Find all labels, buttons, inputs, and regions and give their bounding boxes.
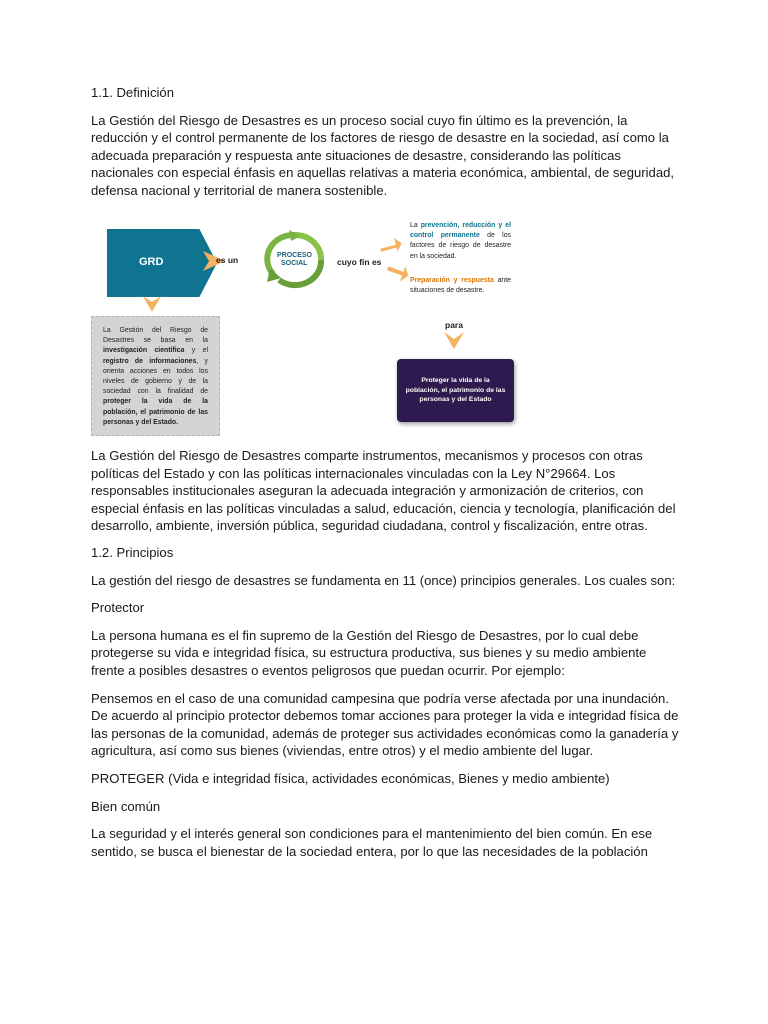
document-body	[91, 84, 681, 200]
orange-arrow-down-icon	[143, 296, 161, 312]
right-text-top	[410, 221, 511, 262]
social-label: SOCIAL	[281, 260, 308, 267]
es-un-label: es un	[216, 255, 239, 265]
gray-b1: investigación científica	[103, 347, 185, 355]
title-protector: Protector	[91, 600, 145, 616]
right-top-t2: de los factores de riesgo de desastre en la sociedad.	[410, 232, 511, 260]
gray-info-box	[91, 316, 220, 436]
document-body-2	[91, 447, 681, 860]
gray-t1: La Gestión del Riesgo de Desastres se basa en la	[103, 327, 208, 345]
right-top-b1: prevención, reducción y el control permanente	[410, 222, 511, 240]
heading-principios: 1.2. Principios	[91, 544, 174, 560]
gray-t3: , y orienta acciones en todos los niveles de gobierno y de la sociedad con la finalidad de	[103, 357, 208, 396]
gray-b2: registro de informaciones	[103, 357, 197, 365]
orange-arrow-down-right-icon	[387, 264, 409, 282]
proceso-label: PROCESO	[277, 252, 313, 259]
right-text-bottom	[410, 276, 511, 296]
paragraph-ejemplo: Pensemos en el caso de una comunidad campesina que podría verse afectada por una inundación. De acuerdo al principio protector debemos tomar acciones para proteger la vida e integridad física de las personas de la comunidad, además de proteger sus actividades económicas como la ganadería y agricultura, así como sus bienes (viviendas, entre otros) y el medio ambiente del lugar.	[91, 690, 679, 759]
right-top-t1: La	[410, 222, 421, 229]
paragraph-protector: La persona humana es el fin supremo de la Gestión del Riesgo de Desastres, por lo cual debe protegerse su vida e integridad física, su estructura productiva, sus bienes y su medio ambiente frente a posibles desastres o eventos peligrosos que puedan ocurrir. Por ejemplo:	[91, 627, 647, 678]
cycle-arrows-icon	[261, 228, 329, 290]
orange-arrow-down-icon	[444, 332, 464, 349]
orange-arrow-up-right-icon	[380, 236, 402, 254]
paragraph-politicas: La Gestión del Riesgo de Desastres comparte instrumentos, mecanismos y procesos con otras políticas del Estado y con las políticas internacionales vinculadas con la Ley N°29664. Los responsables institucionales aseguran la adecuada integración y armonización de criterios, con especial énfasis en las políticas vinculadas a salud, educación, ciencia y tecnología, planificación del desarrollo, ambiente, inversión pública, seguridad ciudadana, control y fiscalización, entre otras.	[91, 448, 676, 534]
right-bottom-t1: ante situaciones de desastre.	[410, 277, 511, 295]
proteger-line: PROTEGER (Vida e integridad física, actividades económicas, Bienes y medio ambiente)	[91, 770, 610, 786]
gray-b3: proteger la vida de la población, el patrimonio de las personas y del Estado.	[103, 398, 208, 426]
grd-label: GRD	[139, 256, 164, 268]
right-bottom-b1: Preparación y respuesta	[410, 277, 494, 284]
gray-t2: y el	[184, 347, 209, 355]
title-bien-comun: Bien común	[91, 798, 161, 814]
paragraph-definicion: La Gestión del Riesgo de Desastres es un proceso social cuyo fin último es la prevención, la reducción y el control permanente de los factores de riesgo de desastre en la sociedad, así como la adecuada preparación y respuesta ante situaciones de desastre, considerando las políticas nacionales con especial énfasis en aquellas relativas a materia económica, ambiental, de seguridad, defensa nacional y territorial de manera sostenible.	[91, 112, 675, 198]
para-label: para	[445, 320, 463, 330]
purple-goal-box: Proteger la vida de la población, el patrimonio de las personas y del Estado	[397, 359, 514, 422]
paragraph-bien-comun: La seguridad y el interés general son condiciones para el mantenimiento del bien común. En ese sentido, se busca el bienestar de la sociedad entera, por lo que las necesidades de la población	[91, 826, 653, 859]
paragraph-principios: La gestión del riesgo de desastres se fundamenta en 11 (once) principios generales. Los cuales son:	[91, 572, 676, 588]
cuyo-fin-es-label: cuyo fin es	[337, 257, 382, 267]
grd-diagram	[91, 214, 531, 440]
heading-definicion: 1.1. Definición	[91, 85, 174, 100]
